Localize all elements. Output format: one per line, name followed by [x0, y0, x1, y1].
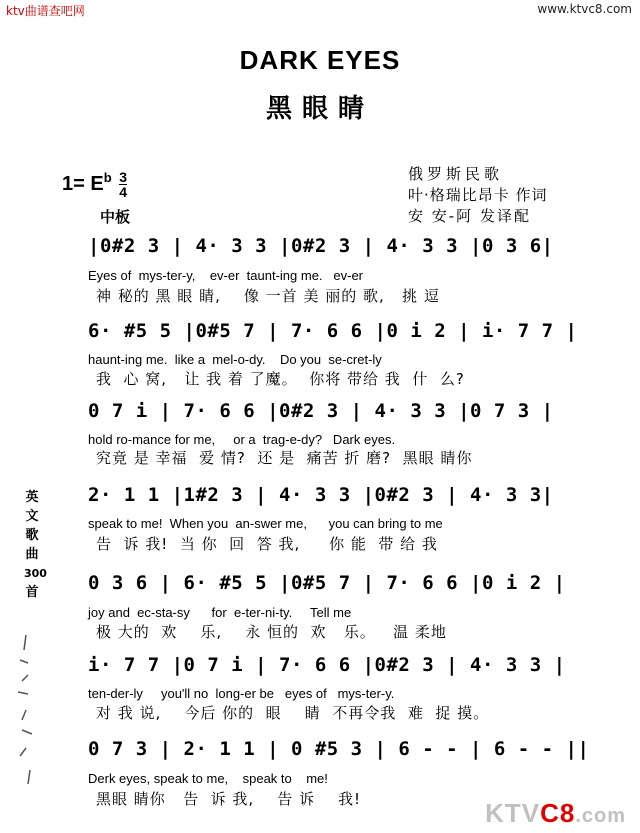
side-char: 文	[25, 509, 39, 524]
side-char: 歌	[25, 528, 39, 543]
time-signature	[119, 170, 127, 199]
credit-origin: 俄罗斯民歌	[408, 165, 504, 183]
side-char: 英	[25, 490, 39, 505]
lyric-zh-line-4: 告 诉 我! 当 你 回 答 我, 你 能 带 给 我	[96, 535, 438, 553]
time-denominator: 4	[119, 184, 128, 200]
notation-line-4: 2· 1 1 |1#2 3 | 4· 3 3 |0#2 3 | 4· 3 3|	[88, 484, 554, 506]
lyric-en-line-7: Derk eyes, speak to me, speak to me!	[88, 771, 328, 786]
side-char: 首	[25, 585, 39, 600]
watermark-bottom-part-b: C8	[540, 798, 576, 828]
notation-line-7: 0 7 3 | 2· 1 1 | 0 #5 3 | 6 - - | 6 - - ||	[88, 738, 590, 760]
notation-line-1: |0#2 3 | 4· 3 3 |0#2 3 | 4· 3 3 |0 3 6|	[88, 235, 554, 257]
lyric-zh-line-6: 对 我 说, 今后 你的 眼 睛 不再令我 难 捉 摸。	[96, 704, 490, 722]
side-char: 300	[24, 567, 47, 580]
lyric-zh-line-1: 神 秘的 黑 眼 睛, 像 一首 美 丽的 歌, 挑 逗	[96, 287, 440, 305]
watermark-bottom	[485, 798, 626, 829]
tempo-marking: 中板	[100, 208, 131, 226]
flat-sign: b	[103, 170, 112, 185]
lyric-zh-line-5: 极 大的 欢 乐, 永 恒的 欢 乐。 温 柔地	[96, 623, 447, 641]
lyric-en-line-2: haunt-ing me. like a mel-o-dy. Do you se-cret-ly	[88, 352, 382, 367]
watermark-bottom-part-a: KTV	[485, 798, 541, 828]
lyric-en-line-3: hold ro-mance for me, or a trag-e-dy? Dark eyes.	[88, 432, 396, 447]
margin-scribble	[6, 630, 50, 800]
lyric-en-line-4: speak to me! When you an-swer me, you can bring to me	[88, 516, 443, 531]
notation-line-6: i· 7 7 |0 7 i | 7· 6 6 |0#2 3 | 4· 3 3 |	[88, 654, 566, 676]
notation-line-5: 0 3 6 | 6· #5 5 |0#5 7 | 7· 6 6 |0 i 2 |	[88, 572, 566, 594]
lyric-en-line-6: ten-der-ly you'll no long-er be eyes of mys-ter-y.	[88, 686, 395, 701]
watermark-top-left: ktv曲谱查吧网	[6, 4, 85, 18]
side-book-title	[24, 488, 47, 602]
notation-line-2: 6· #5 5 |0#5 7 | 7· 6 6 |0 i 2 | i· 7 7 |	[88, 320, 578, 342]
lyric-en-line-1: Eyes of mys-ter-y, ev-er taunt-ing me. ev-er	[88, 268, 363, 283]
key-signature	[62, 170, 127, 199]
time-numerator: 3	[119, 169, 128, 185]
lyric-zh-line-7: 黑眼 睛你 告 诉 我, 告 诉 我!	[96, 790, 362, 808]
credit-lyricist: 叶·格瑞比昂卡 作词	[408, 186, 548, 204]
credit-translator: 安 安-阿 发译配	[408, 207, 531, 225]
song-title-chinese: 黑眼睛	[265, 93, 374, 123]
lyric-zh-line-3: 究竟 是 幸福 爱 情? 还 是 痛苦 折 磨? 黑眼 睛你	[96, 449, 473, 467]
lyric-en-line-5: joy and ec-sta-sy for e-ter-ni-ty. Tell me	[88, 605, 352, 620]
song-title-english: DARK EYES	[239, 45, 401, 75]
lyric-zh-line-2: 我 心 窝, 让 我 着 了魔。 你将 带给 我 什 么?	[96, 370, 465, 388]
key-prefix: 1= E	[62, 172, 104, 195]
notation-line-3: 0 7 i | 7· 6 6 |0#2 3 | 4· 3 3 |0 7 3 |	[88, 400, 554, 422]
watermark-bottom-part-c: .com	[575, 805, 626, 827]
watermark-top-right: www.ktvc8.com	[537, 2, 632, 16]
side-char: 曲	[25, 547, 39, 562]
